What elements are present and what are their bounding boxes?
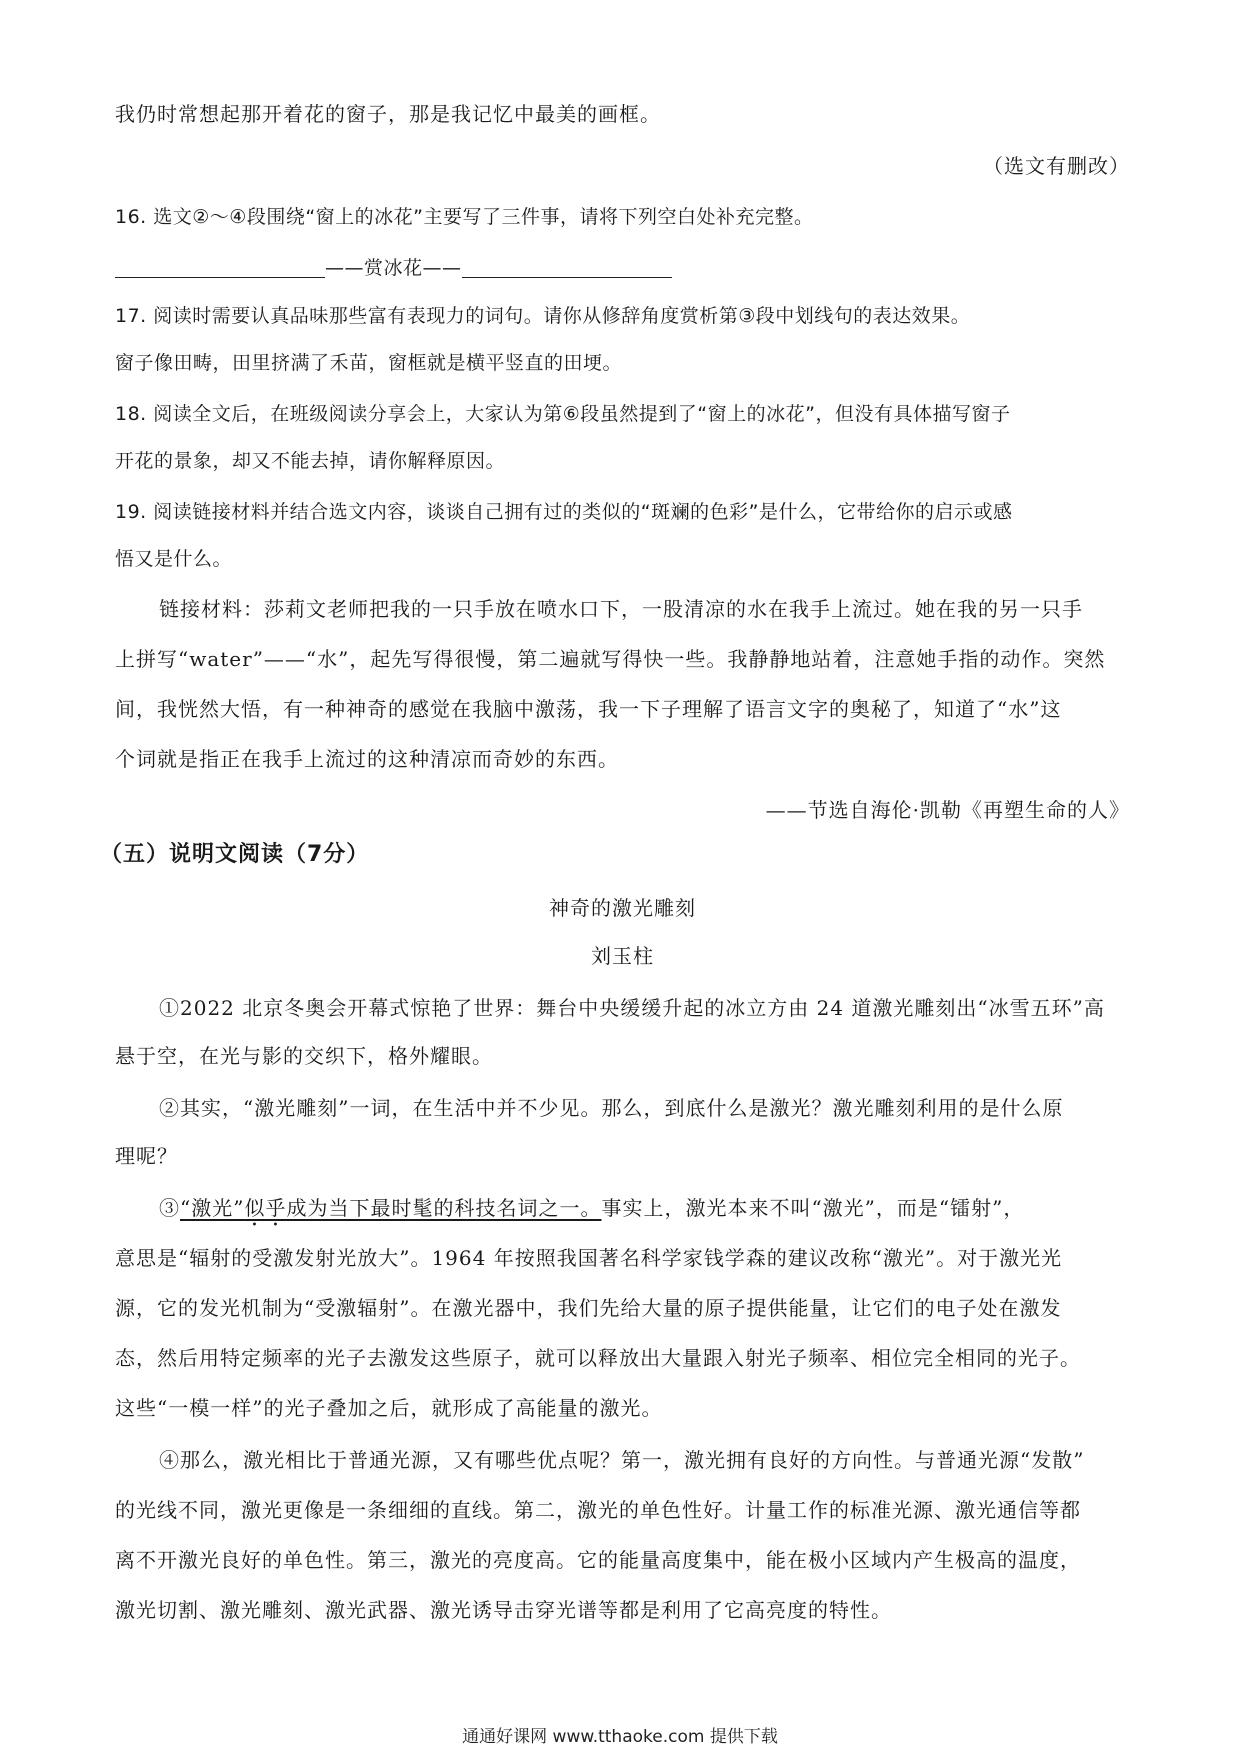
- paragraph-1-line-1: ①2022 北京冬奥会开幕式惊艳了世界：舞台中央缓缓升起的冰立方由 24 道激光雕刻出“冰雪五环”高: [159, 996, 1105, 1020]
- story-last-line: 我仍时常想起那开着花的窗子，那是我记忆中最美的画框。: [115, 102, 661, 126]
- underlined-phrase-b: 成为当下最时髦的科技名词之一。: [286, 1196, 602, 1220]
- answer-blank-1[interactable]: [115, 257, 325, 278]
- question-17-sentence: 窗子像田畴，田里挤满了禾苗，窗框就是横平竖直的田埂。: [115, 352, 623, 374]
- paragraph-1-line-2: 悬于空，在光与影的交织下，格外耀眼。: [115, 1044, 493, 1068]
- paragraph-4-line-3: 离不开激光良好的单色性。第三，激光的亮度高。它的能量高度集中，能在极小区域内产生极高的温度，: [115, 1548, 1081, 1572]
- question-18-line-1: 18. 阅读全文后，在班级阅读分享会上，大家认为第⑥段虽然提到了“窗上的冰花”，但没有具体描写窗子: [115, 403, 1011, 425]
- paragraph-3-line-1: [115, 1193, 1130, 1231]
- answer-blank-2[interactable]: [462, 257, 672, 278]
- paragraph-3-line-4: 态，然后用特定频率的光子去激发这些原子，就可以释放出大量跟入射光子频率、相位完全相同的光子。: [115, 1346, 1081, 1370]
- link-material-line-1: 链接材料：莎莉文老师把我的一只手放在喷水口下，一股清凉的水在我手上流过。她在我的另一只手: [159, 597, 1083, 621]
- link-material-line-4: 个词就是指正在我手上流过的这种清凉而奇妙的东西。: [115, 747, 619, 771]
- link-material-line-3: 间，我恍然大悟，有一种神奇的感觉在我脑中激荡，我一下子理解了语言文字的奥秘了，知道了“水”这: [115, 697, 1062, 721]
- question-18-line-2: 开花的景象，却又不能去掉，请你解释原因。: [115, 450, 506, 472]
- paragraph-3-line-3: 源，它的发光机制为“受激辐射”。在激光器中，我们先给大量的原子提供能量，让它们的电子处在激发: [115, 1296, 1062, 1320]
- link-material-source: ——节选自海伦·凯勒《再塑生命的人》: [765, 798, 1130, 822]
- paragraph-4-line-2: 的光线不同，激光更像是一条细细的直线。第二，激光的单色性好。计量工作的标准光源、激光通信等都: [115, 1498, 1081, 1522]
- paragraph-3-number: ③: [159, 1196, 180, 1220]
- link-material-line-2: 上拼写“water”——“水”，起先写得很慢，第二遍就写得快一些。我静静地站着，注意她手指的动作。突然: [115, 647, 1106, 671]
- article-title: 神奇的激光雕刻: [549, 896, 696, 920]
- source-note: （选文有删改）: [983, 154, 1130, 178]
- q16-middle-text: ——赏冰花——: [325, 257, 462, 279]
- question-16-blanks: [115, 253, 1130, 283]
- paragraph-4-line-4: 激光切割、激光雕刻、激光武器、激光诱导击穿光谱等都是利用了它高亮度的特性。: [115, 1598, 892, 1622]
- article-author: 刘玉柱: [591, 944, 654, 968]
- question-16: 16. 选文②～④段围绕“窗上的冰花”主要写了三件事，请将下列空白处补充完整。: [115, 206, 814, 228]
- page-footer: 通通好课网 www.tthaoke.com 提供下载: [462, 1727, 778, 1747]
- paragraph-4-line-1: ④那么，激光相比于普通光源，又有哪些优点呢？第一，激光拥有良好的方向性。与普通光源“发散”: [159, 1448, 1085, 1472]
- paragraph-2-line-2: 理呢？: [115, 1144, 178, 1168]
- paragraph-3-rest: 事实上，激光本来不叫“激光”，而是“镭射”，: [601, 1196, 1025, 1220]
- underlined-phrase-a: “激光”: [180, 1196, 245, 1220]
- question-19-line-2: 悟又是什么。: [115, 548, 233, 570]
- section-5-heading: （五）说明文阅读（7分）: [100, 842, 370, 867]
- paragraph-2-line-1: ②其实，“激光雕刻”一词，在生活中并不少见。那么，到底什么是激光？激光雕刻利用的是什么原: [159, 1096, 1064, 1120]
- question-17: 17. 阅读时需要认真品味那些富有表现力的词句。请你从修辞角度赏析第③段中划线句的表达效果。: [115, 305, 971, 327]
- paragraph-3-line-5: 这些“一模一样”的光子叠加之后，就形成了高能量的激光。: [115, 1396, 663, 1420]
- question-19-line-1: 19. 阅读链接材料并结合选文内容，谈谈自己拥有过的类似的“斑斓的色彩”是什么，它带给你的启示或感: [115, 501, 1013, 523]
- dotted-word: 似乎: [244, 1196, 287, 1220]
- paragraph-3-line-2: 意思是“辐射的受激发射光放大”。1964 年按照我国著名科学家钱学森的建议改称“激光”。对于激光光: [115, 1246, 1063, 1270]
